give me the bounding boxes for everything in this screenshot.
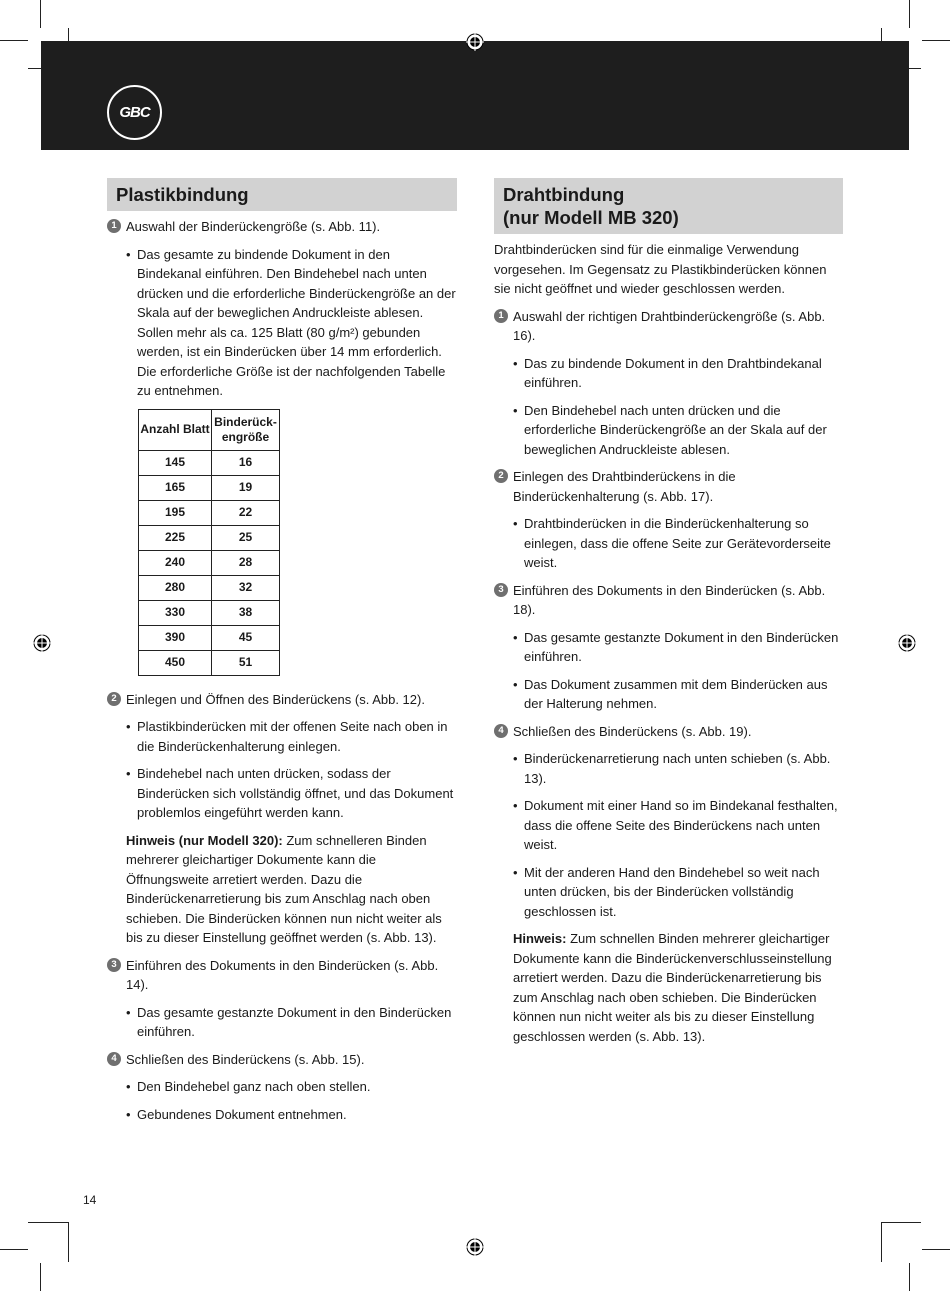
section-title-line2: (nur Modell MB 320)	[503, 207, 679, 228]
step-text: Einführen des Dokuments in den Binderücken (s. Abb. 14).	[126, 957, 439, 992]
table-cell: 240	[139, 550, 212, 575]
crop-mark	[909, 0, 910, 28]
note-text: Zum schnellen Binden mehrerer gleichartiger Dokumente kann die Binderückenverschlusseinstellung arretiert werden. Dazu die Binderückenarretierung bis zum Anschlag nach oben schieben. Die Binderücken können nun nicht weiter als bis zu dieser Einstellung geschlossen werden (s. Abb. 13).	[513, 931, 832, 1044]
table-row	[139, 625, 280, 650]
bullet-item: • Drahtbinderücken in die Binderückenhalterung so einlegen, dass die offene Seite zur Gerätevorderseite weist.	[494, 514, 843, 573]
table-row	[139, 450, 280, 475]
wire-binding-column	[494, 178, 843, 1054]
table-cell: 225	[139, 525, 212, 550]
bullet-item: • Gebundenes Dokument entnehmen.	[107, 1105, 457, 1125]
table-cell: 165	[139, 475, 212, 500]
note-label: Hinweis (nur Modell 320):	[126, 832, 283, 848]
step-text: Auswahl der richtigen Drahtbinderückengröße (s. Abb. 16).	[513, 308, 826, 343]
crop-mark	[922, 1249, 950, 1250]
step-text: Einlegen des Drahtbinderückens in die Binderückenhalterung (s. Abb. 17).	[513, 469, 736, 504]
crop-mark	[40, 0, 41, 28]
crop-mark	[881, 1222, 921, 1223]
gbc-logo: GBC	[107, 85, 162, 140]
spine-size-table	[138, 409, 280, 676]
step-number-badge: 3	[107, 958, 121, 972]
table-row	[139, 525, 280, 550]
table-header-row	[139, 409, 280, 450]
registration-mark-icon	[33, 634, 51, 652]
table-cell: 45	[212, 625, 280, 650]
step-text: Einführen des Dokuments in den Binderücken (s. Abb. 18).	[513, 582, 826, 617]
table-cell: 32	[212, 575, 280, 600]
table-cell: 51	[212, 650, 280, 675]
table-row	[139, 500, 280, 525]
crop-mark	[28, 1222, 68, 1223]
table-cell: 145	[139, 450, 212, 475]
table-cell: 22	[212, 500, 280, 525]
column-header-sheets: Anzahl Blatt	[139, 409, 212, 450]
table-cell: 280	[139, 575, 212, 600]
table-cell: 16	[212, 450, 280, 475]
section-title: Plastikbindung	[107, 178, 457, 211]
bullet-item: • Den Bindehebel ganz nach oben stellen.	[107, 1077, 457, 1097]
step-4	[494, 722, 843, 742]
table-row	[139, 600, 280, 625]
table-cell: 450	[139, 650, 212, 675]
note-paragraph	[494, 929, 843, 1046]
bullet-item: • Das gesamte gestanzte Dokument in den Binderücken einführen.	[494, 628, 843, 667]
crop-mark	[881, 1222, 882, 1262]
table-row	[139, 475, 280, 500]
step-number-badge: 2	[494, 469, 508, 483]
step-3	[107, 956, 457, 995]
step-number-badge: 1	[494, 309, 508, 323]
table-cell: 28	[212, 550, 280, 575]
table-row	[139, 575, 280, 600]
intro-paragraph: Drahtbinderücken sind für die einmalige Verwendung vorgesehen. Im Gegensatz zu Plastikbinderücken können sie nicht geöffnet und wieder geschlossen werden.	[494, 242, 827, 296]
bullet-item: • Plastikbinderücken mit der offenen Seite nach oben in die Binderückenhalterung einlegen.	[107, 717, 457, 756]
table-row	[139, 550, 280, 575]
bullet-item: • Das gesamte gestanzte Dokument in den Binderücken einführen.	[107, 1003, 457, 1042]
note-label: Hinweis:	[513, 931, 567, 946]
step-number-badge: 1	[107, 219, 121, 233]
bullet-item: • Das gesamte zu bindende Dokument in den Bindekanal einführen. Den Bindehebel nach unten drücken und die erforderliche Binderückengröße an der Skala auf der beweglichen Andruckleiste ablesen. Sollen mehr als ca. 125 Blatt (80 g/m²) gebunden werden, ist ein Binderücken über 14 mm erforderlich. Die erforderliche Größe ist der nachfolgenden Tabelle zu entnehmen.	[107, 245, 457, 401]
table-cell: 390	[139, 625, 212, 650]
table-cell: 25	[212, 525, 280, 550]
step-2	[107, 690, 457, 710]
header-bar	[41, 41, 909, 150]
step-number-badge: 4	[494, 724, 508, 738]
step-text: Schließen des Binderückens (s. Abb. 15).	[126, 1051, 365, 1067]
registration-mark-icon	[466, 33, 484, 51]
table-cell: 19	[212, 475, 280, 500]
step-number-badge: 3	[494, 583, 508, 597]
step-text: Schließen des Binderückens (s. Abb. 19).	[513, 723, 752, 739]
bullet-item: • Das Dokument zusammen mit dem Binderücken aus der Halterung nehmen.	[494, 675, 843, 714]
crop-mark	[40, 1263, 41, 1291]
bullet-item: • Binderückenarretierung nach unten schieben (s. Abb. 13).	[494, 749, 843, 788]
section-title	[494, 178, 843, 234]
table-cell: 330	[139, 600, 212, 625]
table-row	[139, 650, 280, 675]
step-number-badge: 4	[107, 1052, 121, 1066]
bullet-item: • Mit der anderen Hand den Bindehebel so weit nach unten drücken, bis der Binderücken vollständig geschlossen ist.	[494, 863, 843, 922]
crop-mark	[0, 40, 28, 41]
step-text: Einlegen und Öffnen des Binderückens (s. Abb. 12).	[126, 691, 425, 707]
table-cell: 195	[139, 500, 212, 525]
column-header-spine-size: Binderück-engröße	[212, 409, 280, 450]
step-text: Auswahl der Binderückengröße (s. Abb. 11).	[126, 219, 381, 234]
bullet-item: • Bindehebel nach unten drücken, sodass der Binderücken sich vollständig öffnet, und das Dokument problemlos eingeführt werden kann.	[107, 764, 457, 823]
step-number-badge: 2	[107, 692, 121, 706]
bullet-item: • Das zu bindende Dokument in den Drahtbindekanal einführen.	[494, 354, 843, 393]
crop-mark	[68, 1222, 69, 1262]
step-3	[494, 581, 843, 620]
crop-mark	[0, 1249, 28, 1250]
section-title-line1: Drahtbindung	[503, 184, 625, 205]
bullet-item: • Den Bindehebel nach unten drücken und die erforderliche Binderückengröße an der Skala auf der beweglichen Andruckleiste ablesen.	[494, 401, 843, 460]
step-1	[107, 217, 457, 237]
plastic-binding-column	[107, 178, 457, 1132]
note-text: Zum schnelleren Binden mehrerer gleichartiger Dokumente kann die Öffnungsweite arretiert werden. Dazu die Binderückenarretierung bis zum Anschlag nach oben schieben. Die Binderücken können nun nicht weiter als bis zu dieser Einstellung geöffnet werden (s. Abb. 13).	[126, 832, 442, 945]
bullet-item: • Dokument mit einer Hand so im Bindekanal festhalten, dass die offene Seite des Binderückens nach unten weist.	[494, 796, 843, 855]
registration-mark-icon	[466, 1238, 484, 1256]
crop-mark	[909, 1263, 910, 1291]
table-cell: 38	[212, 600, 280, 625]
step-1	[494, 307, 843, 346]
note-paragraph	[107, 831, 457, 948]
step-4	[107, 1050, 457, 1070]
page-number: 14	[83, 1193, 97, 1207]
crop-mark	[922, 40, 950, 41]
registration-mark-icon	[898, 634, 916, 652]
step-2	[494, 467, 843, 506]
